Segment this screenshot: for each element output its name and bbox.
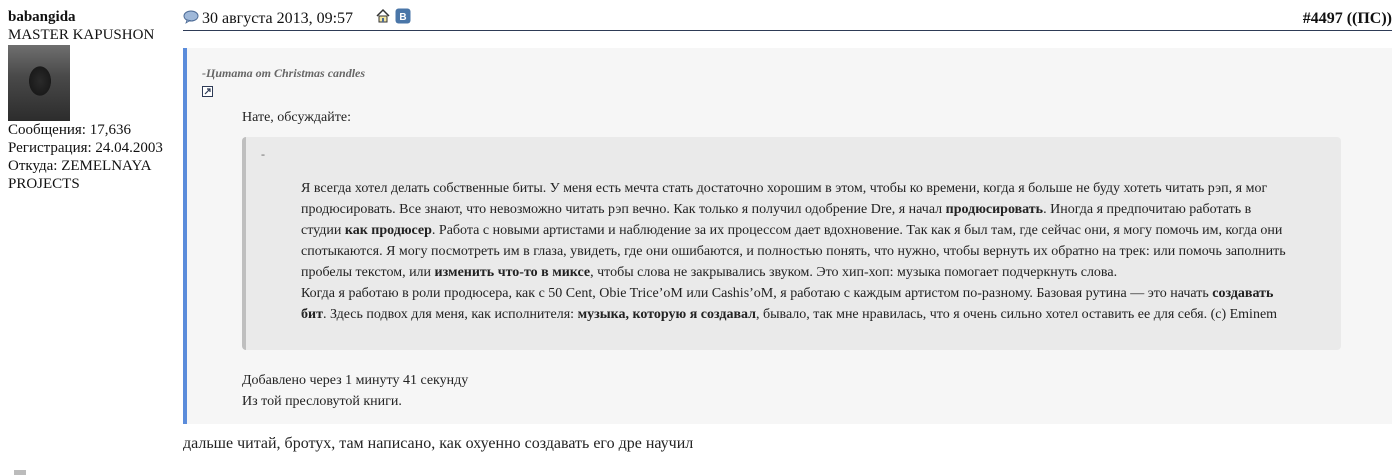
user-posts-count: Сообщения: 17,636 (8, 122, 131, 138)
reply-text: дальше читай, бротух, там написано, как охуенно создавать его дре научил (183, 435, 694, 452)
user-location: Откуда: ZEMELNAYA PROJECTS (8, 158, 151, 192)
post-number[interactable]: #4497 ((ПС)) (1302, 10, 1392, 27)
quote-author: -Цитата от Christmas candles (202, 66, 366, 80)
inner-quote (242, 137, 1341, 350)
vk-icon[interactable] (395, 8, 411, 30)
quote-intro: Нате, обсуждайте: (242, 110, 351, 125)
quote-paragraph-2: Когда я работаю в роли продюсера, как с 50 Cent, Obie Trice’oM или Cashis’oM, я работаю с каждым артистом по-разному. Базовая рутина — это начать создавать бит. Здесь подвох для меня, как исполнителя: музыка, которую я создавал, бывало, так мне нравилась, что я очень сильно хотел оставить ее для себя. (с) Eminem (301, 286, 1278, 322)
post-number-value[interactable]: #4497 (1302, 10, 1343, 27)
inner-quote-text (301, 178, 1286, 325)
from-book-note: Из той пресловутой книги. (242, 394, 402, 409)
avatar[interactable] (8, 45, 70, 121)
post-number-suffix: (ПС) (1352, 10, 1387, 27)
comment-icon (183, 10, 199, 30)
user-registration: Регистрация: 24.04.2003 (8, 140, 163, 156)
user-info (8, 8, 178, 193)
quote-block (183, 48, 1392, 424)
user-title: MASTER KAPUSHON (8, 27, 155, 43)
post-footer-icon (14, 470, 26, 475)
post-header (183, 8, 1392, 31)
added-note: Добавлено через 1 минуту 41 секунду (242, 373, 469, 388)
home-icon[interactable] (375, 8, 391, 30)
go-to-quote-icon[interactable] (202, 84, 213, 102)
inner-quote-author: - (261, 147, 265, 161)
svg-text:B: B (399, 12, 407, 23)
username[interactable]: babangida (8, 9, 76, 25)
quote-paragraph-1: Я всегда хотел делать собственные биты. У меня есть мечта стать достаточно хорошим в этом, чтобы ко времени, когда я больше не буду хотеть читать рэп, я мог продюсировать. Все знают, что невозможно читать рэп вечно. Как только я получил одобрение Dre, я начал продюсировать. Иногда я предпочитаю работать в студии как продюсер. Работа с новыми артистами и наблюдение за их процессом дает вдохновение. Так как я был там, где сейчас они, я могу помочь им, когда они спотыкаются. Я могу посмотреть им в глаза, увидеть, где они ошибаются, и полностью понять, что нужно, чтобы вернуть их обратно на трек: или помочь заполнить пробелы текстом, или изменить что-то в миксе, чтобы слова не закрывались звуком. Это хип-хоп: музыка помогает подчеркнуть слова. (301, 181, 1286, 280)
post-date: 30 августа 2013, 09:57 (202, 10, 354, 27)
post (183, 8, 1392, 409)
